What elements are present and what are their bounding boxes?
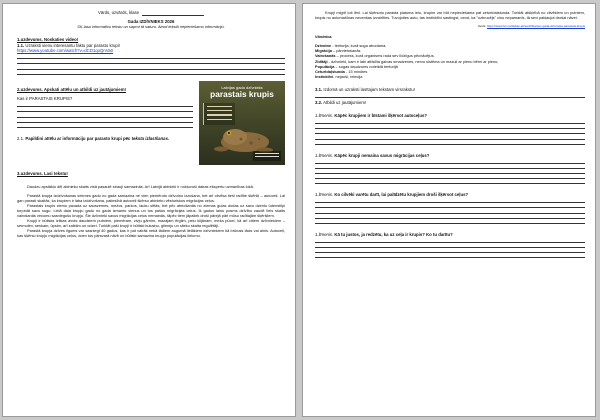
task2-sub-text-italic: pēc teksta izlasīšanas. (123, 135, 170, 141)
vocabulary-heading: Vārdnīca. (315, 34, 333, 40)
poster-facts-box (203, 103, 235, 125)
name-line-label: Vārds, uzvārds, klase (97, 10, 140, 15)
task3-2-number: 3.2. (315, 99, 323, 105)
worksheet-intro: SK-lasa informatīvu tekstu un saprot tā saturu. Atrod tekstā nepieciešamo informāciju. (77, 24, 225, 30)
vocabulary-list (315, 43, 585, 79)
youtube-link[interactable]: https://www.youtube.com/watch?v=dCD1qoQnVa0 (17, 48, 114, 54)
text-paragraph: Daudzu apstākļu dēļ abinieku skaits visā pasaulē strauji samazinās. Arī Latvijā abinieki ir nokļuvuši dabas ekspertu uzmanības lokā. (27, 184, 254, 190)
source-prefix: Avots: (477, 24, 487, 29)
poster-subtitle: Latvijas gada dzīvnieks (221, 84, 263, 90)
task2-block (17, 81, 285, 165)
text-paragraph: Parastā krupja dzīves ilgums var sasniegt 40 gadus, kas ir pat vairāk nekā tādiem augumā lielākiem dzīvniekiem kā brūnais lācis vai alnis. Autoceļi, kas šķērso krupju migrācijas ceļus, doen tos pārsvarā nāvē un būtiski samazina krupju populācijas lielumu. (17, 228, 285, 239)
question-level: 1.līmenis. (315, 113, 334, 119)
question-level: 1.līmenis. (315, 231, 334, 237)
vocab-term: Ceturtdaļstunda (315, 68, 345, 74)
task1-sub-text: Uzraksti vienu interesantu faktu par parasto krupi! (25, 42, 120, 48)
question-text: Kāpēc krupjiem ir bīstami šķērsot autoceļus? (334, 113, 428, 119)
text-paragraph: Krupji migrē ļoti lēni. Lai šķērsotu parasta platuma ielu, krupim var būt nepieciešama pat ceturtdaļstunda. Turklāt atšķirībā no cilvēkiem un putniem, krupis no automašīnas necenšas izvairīties. Tuvojoties auto, tas instinktīvi sastingst, cerot, ka "uzbrucējs" viņu nepamanīs, tā sevi pakļaujot drošai nāvei. (315, 10, 585, 21)
poster-title: parastais krupis (210, 88, 274, 99)
task2-sub-number: 2.1. (17, 135, 25, 141)
toad-poster-image (199, 81, 285, 165)
text-paragraph: Parastā krupja izdzīvošanas sekmes gadu no gada samazina ne vien piemērotu dzīvotņu izzušana, bet arī cilvēka tieši radītie šķēršļi – autoceļi. Lai gan parasti skaitās, ka krupiem ir laba izdzīvošana, patiesībā autoceļi šķērso abinieku vēsturiskos migrācijas ceļus. (17, 192, 285, 203)
answer-line[interactable] (315, 93, 585, 98)
task1-sub-number: 1.1. (17, 42, 25, 48)
vocab-term: Dzīvotne (315, 43, 332, 49)
poster-badge (253, 151, 281, 161)
answer-line[interactable] (315, 253, 585, 258)
text-paragraph: Parastais krupis ziemu pavada uz sauszemes, mežos, parkos, lauku sētās, bet pēc atmošanās no ziemas guļas dodas uz savu dzimto ūdenstilpi turpināt savu sugu. Lielā daļa krupju gadu no gada izmanto vienus un tos pašus migrācijas ceļus. Ik gadus laiņu posms dzīvību zaudē liels skaits vairošanās vecumu sasniegušu krupju. Šie dzīvnieki savus migrācijas ceļus nemainās, tāpēc tiem jāpaliek droši pārejā pāri mūsu radītajām šķēršļiem. (17, 202, 285, 218)
vocab-definition: - nejauši, reiecija (333, 73, 363, 79)
task1-heading: 1.uzdevums. Noskaties video! (17, 37, 79, 43)
vocab-definition: - teritorija, kurā suga atrodama. (331, 43, 387, 49)
vocab-term: Populācija (315, 63, 335, 69)
vocab-definition: – sugas daudzums noteiktā teritorijā (334, 63, 398, 69)
source-link[interactable]: https://www.lvm.lv/dabas-aizsardziba/pec-gada-dzivnieka-parastais-krupis (486, 24, 585, 29)
task2-heading: 2.uzdevums. Apskati attēlu un atbildi uz jautājumiem! (17, 86, 126, 92)
vocab-term: Vairošanās (315, 53, 336, 59)
name-line (17, 10, 285, 16)
question-text: Ko cilvēki varētu darīt, lai palīdzētu krupjiem droši šķērsot ceļus? (334, 192, 469, 198)
toad-icon (207, 125, 277, 153)
task3-1-text: Izdomā un uzraksti lasītajam tekstam virsrakstu! (323, 86, 415, 92)
task3-2-text: Atbildi uz jautājumiem! (323, 99, 367, 105)
question-text: Kā tu justos, ja redzētu, ka uz ceļa ir krupis? Ko tu darītu? (334, 231, 453, 237)
vocab-definition: - 15 minūtes (344, 68, 368, 74)
vocab-definition: – process, kurā organisms rada sev līdzīgus pēcnācējus. (335, 53, 435, 59)
vocab-term: Migrācija (315, 48, 332, 54)
worksheet-page-left (2, 3, 296, 417)
vocab-definition: - dzīvnieki, kam ir labi attīstīta galvas smadzenes, nervu sistēma un mazuļi ar pienu bērni ar pienu; (327, 58, 499, 64)
text-paragraph: Krupji ir būtisks izlikas avots daudziem putniem, piemēram, zivju gārnim, mazajam ērglim, peļu klijānam, meža pūcei, kā arī citiem dzīvniekiem – sermulim, seskam, ūpsim, arī zalktim un odzei. Turklāt paši krupji ir būtiski kukaiņu, gliemju un slieku skaita regulētāji. (17, 217, 285, 229)
task2-subtask (17, 136, 193, 142)
question-text: Kāpēc krupji nemaina savus migrācijas ceļus? (334, 152, 430, 158)
question-level: 1.līmenis. (315, 192, 334, 198)
worksheet-title: Gada IZDĪVNIEKS 2026 (127, 18, 175, 24)
task2-sub-text: Papildini attēlu ar informāciju par parasto krupi (25, 135, 122, 141)
vocab-definition: – pārvietošanās (331, 48, 361, 54)
task3-1-number: 3.1. (315, 86, 323, 92)
vocab-term: Instinktīvi (315, 73, 334, 79)
question-level: 1.līmenis. (315, 152, 334, 158)
vocab-term: Zīdītāji (315, 58, 328, 64)
worksheet-page-right (302, 3, 596, 417)
task2-question: Kas ir PARASTAIS KRUPIS? (17, 96, 73, 102)
task3-heading: 3.uzdevums. Lasi tekstu! (17, 170, 68, 176)
